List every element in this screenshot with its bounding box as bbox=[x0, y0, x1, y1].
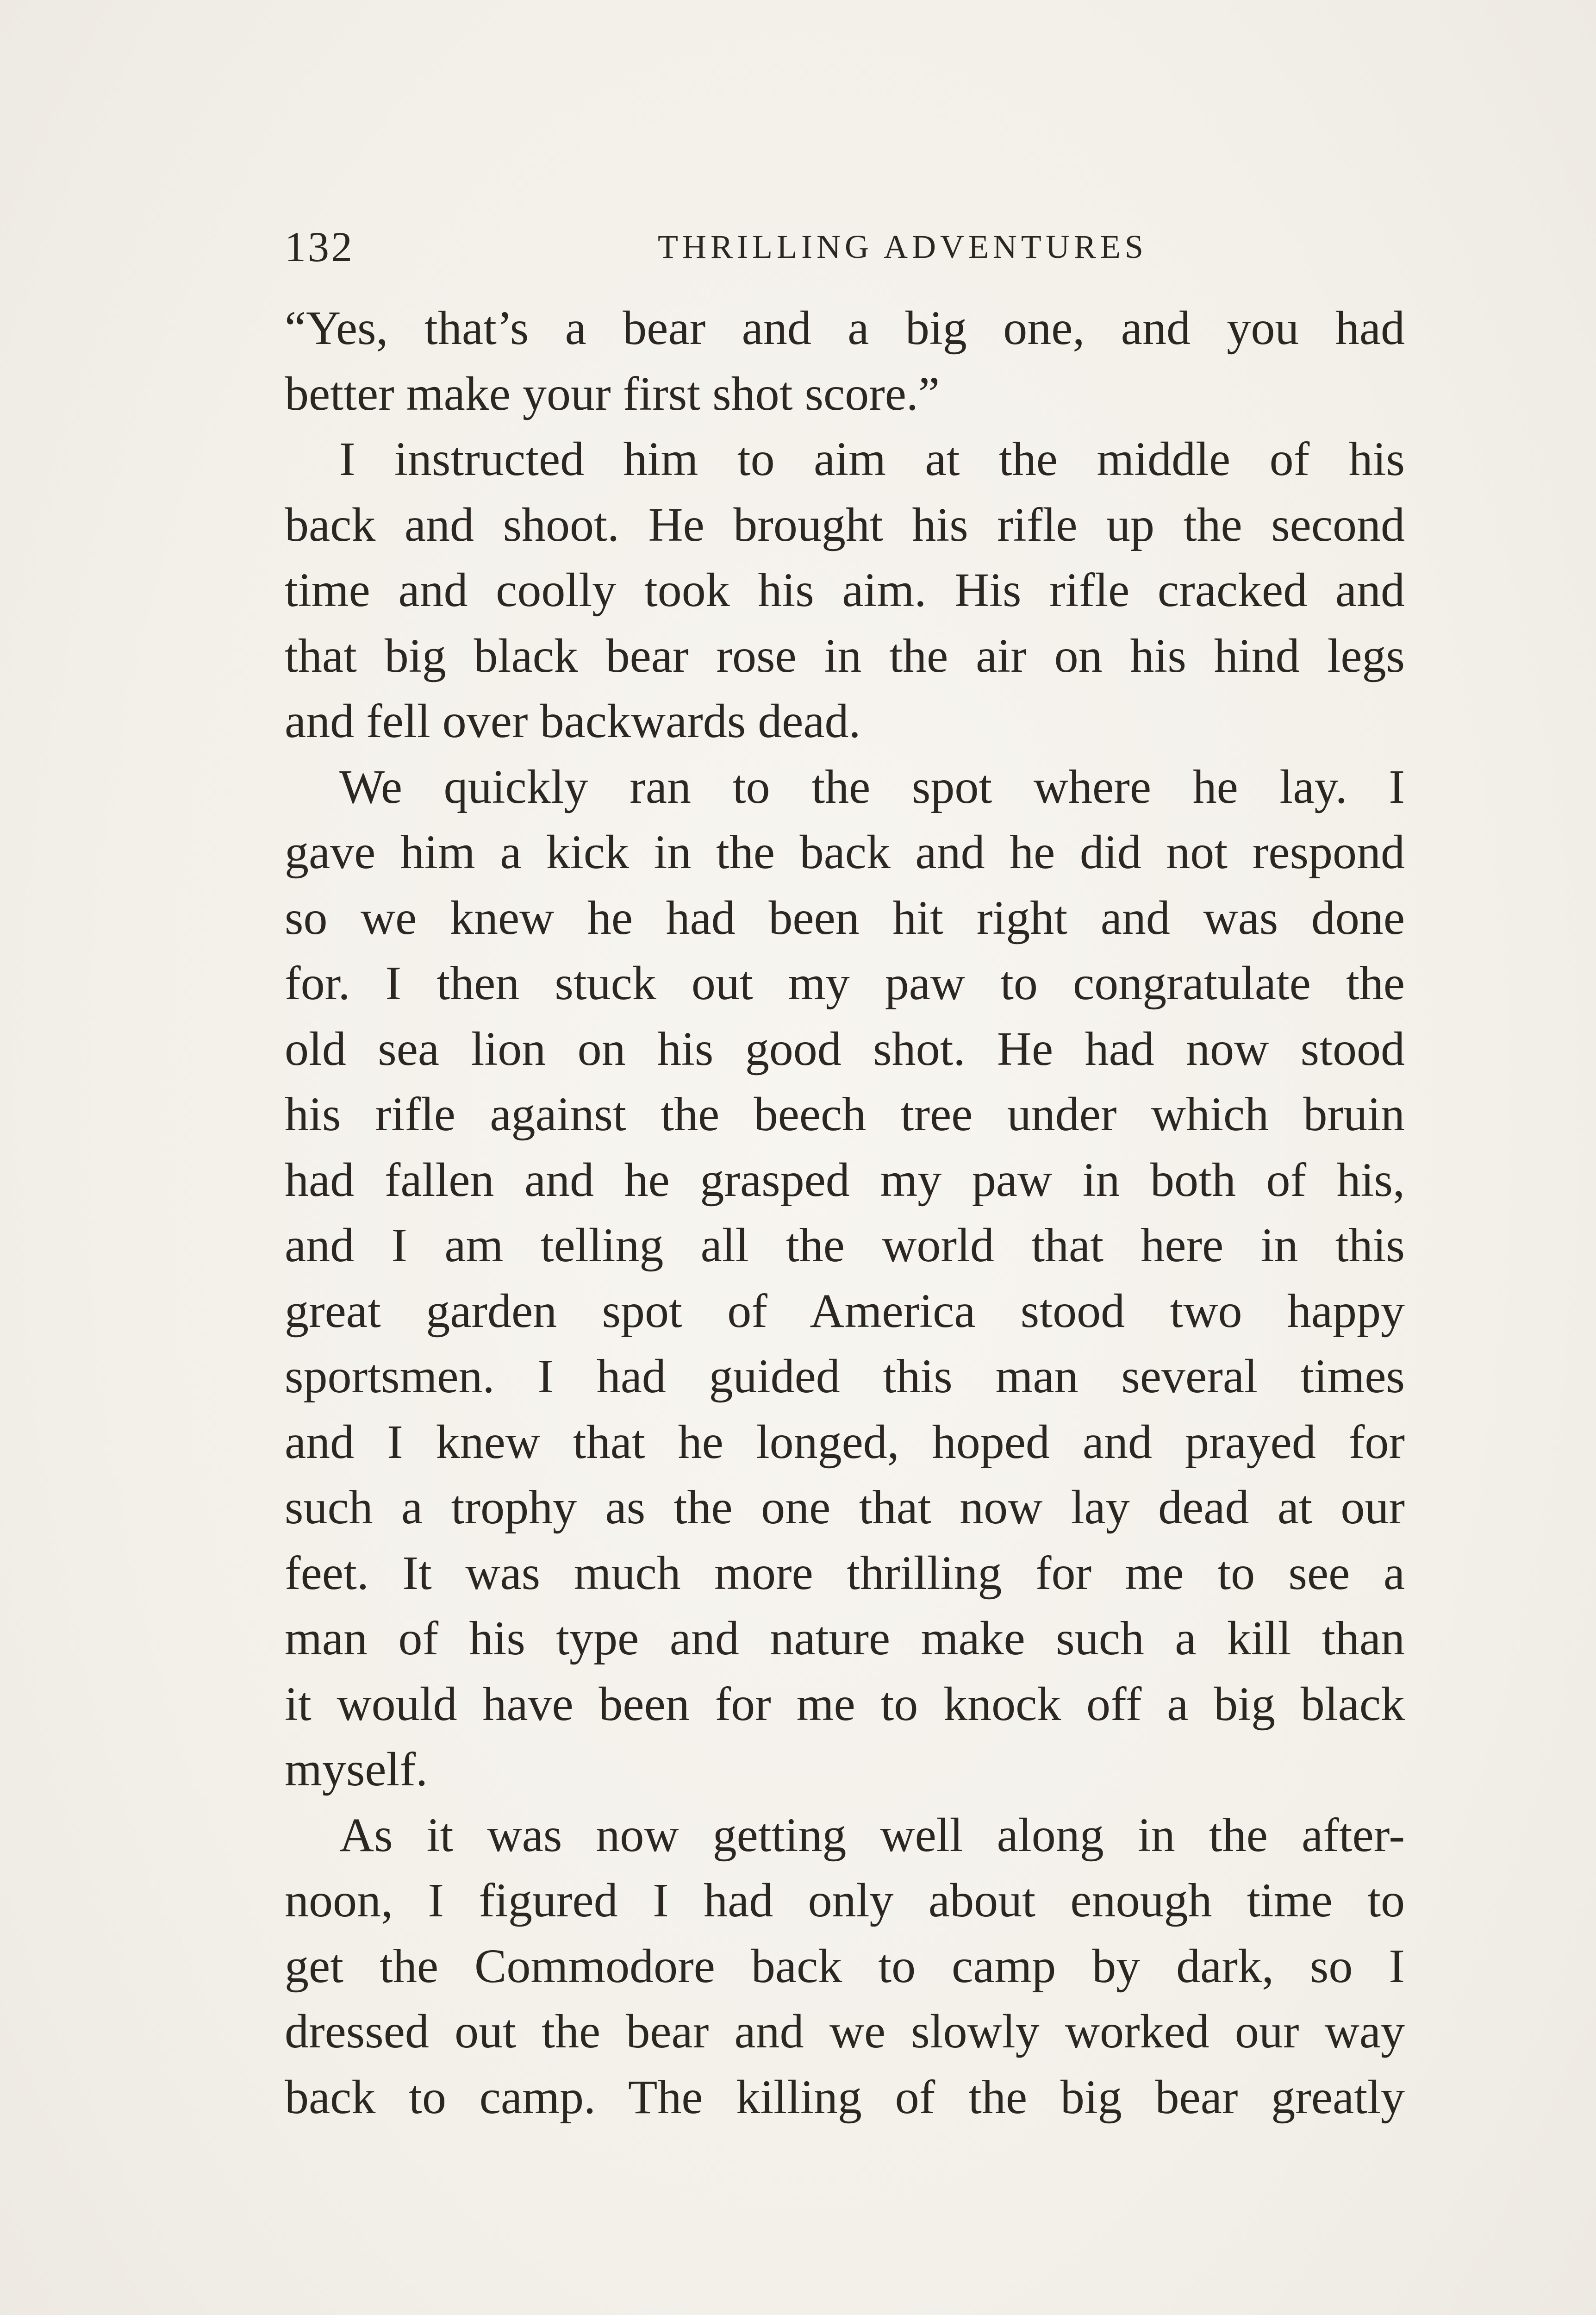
text-line: time and coolly took his aim. His rifle cracked and bbox=[285, 563, 1405, 617]
page-header bbox=[285, 221, 1405, 272]
text-line: feet. It was much more thrilling for me to see a bbox=[285, 1546, 1405, 1600]
text-line: had fallen and he grasped my paw in both of his, bbox=[285, 1153, 1405, 1207]
text-line: We quickly ran to the spot where he lay. I bbox=[339, 760, 1405, 813]
text-line: his rifle against the beech tree under which bruin bbox=[285, 1088, 1405, 1141]
text-line: it would have been for me to knock off a big black bbox=[285, 1677, 1405, 1731]
text-line: and fell over backwards dead. bbox=[285, 694, 861, 748]
text-line: “Yes, that’s a bear and a big one, and you had bbox=[285, 301, 1405, 355]
text-line: for. I then stuck out my paw to congratulate the bbox=[285, 957, 1405, 1010]
text-line: noon, I figured I had only about enough time to bbox=[285, 1874, 1405, 1927]
page-number: 132 bbox=[285, 223, 354, 270]
text-line: such a trophy as the one that now lay dead at our bbox=[285, 1481, 1405, 1534]
text-line: back and shoot. He brought his rifle up the second bbox=[285, 498, 1405, 551]
text-line: myself. bbox=[285, 1743, 428, 1796]
text-line: and I am telling all the world that here in this bbox=[285, 1219, 1405, 1272]
text-line: back to camp. The killing of the big bear greatly bbox=[285, 2070, 1405, 2124]
text-line: dressed out the bear and we slowly worked our way bbox=[285, 2005, 1405, 2058]
text-line: so we knew he had been hit right and was done bbox=[285, 891, 1405, 945]
text-line: old sea lion on his good shot. He had now stood bbox=[285, 1022, 1405, 1076]
text-line: that big black bear rose in the air on his hind legs bbox=[285, 629, 1405, 682]
text-line: gave him a kick in the back and he did not respond bbox=[285, 826, 1405, 879]
text-line: better make your first shot score.” bbox=[285, 367, 940, 420]
running-head: THRILLING ADVENTURES bbox=[658, 228, 1147, 265]
text-line: sportsmen. I had guided this man several times bbox=[285, 1350, 1405, 1403]
text-line: and I knew that he longed, hoped and prayed for bbox=[285, 1415, 1405, 1469]
body-text bbox=[285, 295, 1405, 2130]
text-line: As it was now getting well along in the after- bbox=[339, 1808, 1405, 1862]
text-line: I instructed him to aim at the middle of his bbox=[339, 432, 1405, 486]
text-line: man of his type and nature make such a kill than bbox=[285, 1612, 1405, 1665]
text-line: great garden spot of America stood two happy bbox=[285, 1284, 1405, 1338]
text-line: get the Commodore back to camp by dark, so I bbox=[285, 1939, 1405, 1993]
